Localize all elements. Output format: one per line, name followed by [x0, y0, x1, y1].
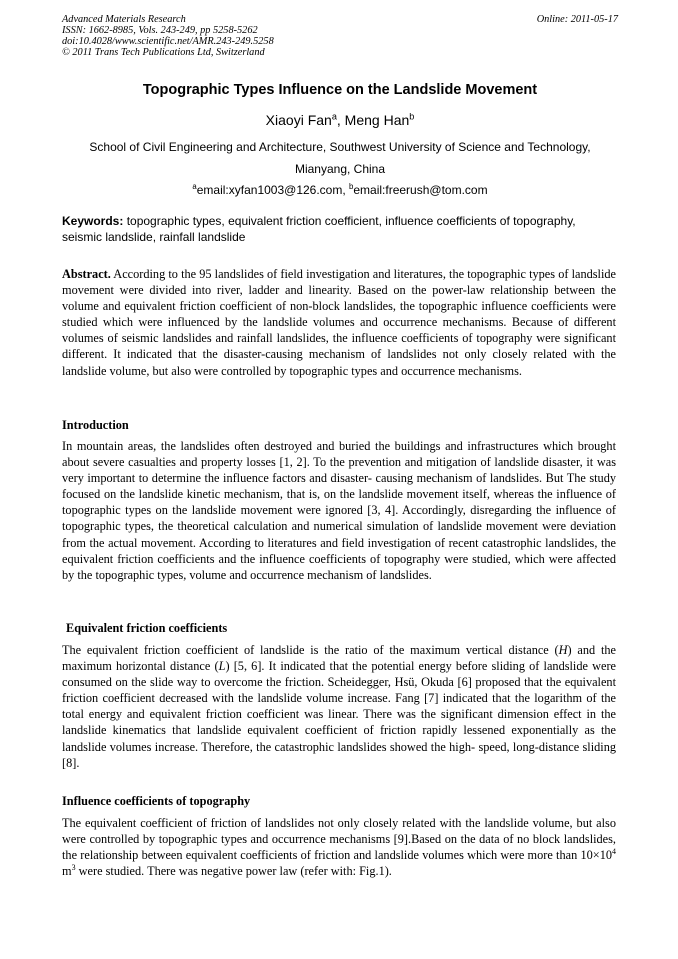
author-list [62, 112, 618, 128]
journal-header [62, 14, 618, 58]
author-separator: , [336, 112, 345, 128]
var-h: H [558, 643, 568, 657]
friction-text: ) and the maximum horizontal distance ( [62, 643, 616, 674]
introduction-paragraph: In mountain areas, the landslides often destroyed and buried the buildings and infrastructures which brought about severe casualties and property losses [1, 2]. To the prevention and mitigation of landslide disaster, it was very important to determine the influence factors and disaster- causing mechanism of landslides. But The study focused on the landslide kinetic mechanism, that is, on the landslide movement itself, whereas the influence of topographic types on the landslide movement were ignored [3, 4]. Accordingly, disregarding the influence of topographic types, the theoretical calculation and numerical simulation of landslide movement were deviation from the actual movement. According to literatures and field investigation of recent catastrophic landslides, the equivalent friction coefficients and the influence coefficients of topography were studied, which were affected by the topographic types, volume and occurrence mechanism of landslides. [62, 439, 616, 582]
section-heading-topography: Influence coefficients of topography [62, 794, 251, 808]
abstract [62, 266, 616, 379]
email-mark: a [192, 182, 197, 191]
affiliation-city: Mianyang, China [294, 162, 386, 176]
online-date: Online: 2011-05-17 [536, 14, 618, 25]
email-line [62, 183, 618, 197]
paper-title: Topographic Types Influence on the Landslide Movement [142, 82, 538, 98]
topography-text: m [62, 864, 72, 879]
keywords [62, 213, 618, 245]
doi-line: doi:10.4028/www.scientific.net/AMR.243-249.5258 [62, 36, 274, 47]
abstract-label: Abstract. [62, 267, 111, 281]
author-mark: b [409, 111, 415, 122]
author-name: Meng Han [344, 112, 410, 128]
friction-text: ) [5, 6]. It indicated that the potential energy before sliding of landslide were consumed on the slide way to overcome the friction. Scheidegger, Hsü, Okuda [6] proposed that the equivalent friction coefficient decreased with the landslide volume increase. Fang [7] indicated that the logarithm of the total energy and equivalent friction coefficient was linear. There was the significant dimension effect in the landslide kinematics that landslide equivalent coefficient of friction rapidly lessened exponentially as the landslide volumes increase. Therefore, the catastrophic landslides showed the high- speed, long-distance sliding [8]. [62, 659, 616, 770]
author-mark: a [331, 111, 337, 122]
author-name: Xiaoyi Fan [265, 112, 332, 128]
topography-text: The equivalent coefficient of friction of landslides not only closely related with the landslide volume, but also were controlled by topographic types and occurrence mechanisms [9].Based on the data of no block landslides, the relationship between equivalent coefficients of friction and landslide volumes which were more than 10×10 [62, 816, 616, 863]
friction-text: The equivalent friction coefficient of landslide is the ratio of the maximum vertical distance ( [62, 643, 559, 657]
email-b: email:freerush@tom.com [353, 183, 488, 197]
friction-paragraph [62, 642, 616, 771]
email-a: email:xyfan1003@126.com, [196, 183, 350, 197]
exponent: 4 [612, 847, 616, 857]
section-heading-introduction: Introduction [62, 418, 129, 432]
section-heading-friction: Equivalent friction coefficients [66, 621, 228, 635]
copyright-line: © 2011 Trans Tech Publications Ltd, Switzerland [62, 47, 265, 58]
keywords-text: topographic types, equivalent friction coefficient, influence coefficients of topography, seismic landslide, rainfall landslide [62, 214, 576, 244]
affiliation-line: School of Civil Engineering and Architecture, Southwest University of Science and Technology, [89, 140, 591, 154]
topography-paragraph [62, 815, 616, 879]
topography-text: were studied. There was negative power law (refer with: Fig.1). [75, 864, 392, 879]
issn-line: ISSN: 1662-8985, Vols. 243-249, pp 5258-5262 [62, 25, 258, 36]
journal-name: Advanced Materials Research [62, 14, 186, 25]
email-mark: b [349, 182, 354, 191]
keywords-label: Keywords: [62, 214, 124, 228]
abstract-text: According to the 95 landslides of field investigation and literatures, the topographic types of landslide movement were divided into river, ladder and linearity. Based on the power-law relationship between the volume and equivalent friction coefficient of non-block landslides, the topographic influence coefficients were studied which were influenced by the landslide volumes and occurrence mechanisms. Because of different volumes of seismic landslides and rainfall landslides, the influence coefficients of topography were significant different. It indicated that the disaster-causing mechanism of landslides not only closely related with the landslide volume, but also were controlled by topographic types and occurrence mechanisms. [62, 267, 616, 378]
var-l: L [218, 659, 226, 674]
exponent: 3 [71, 863, 76, 873]
